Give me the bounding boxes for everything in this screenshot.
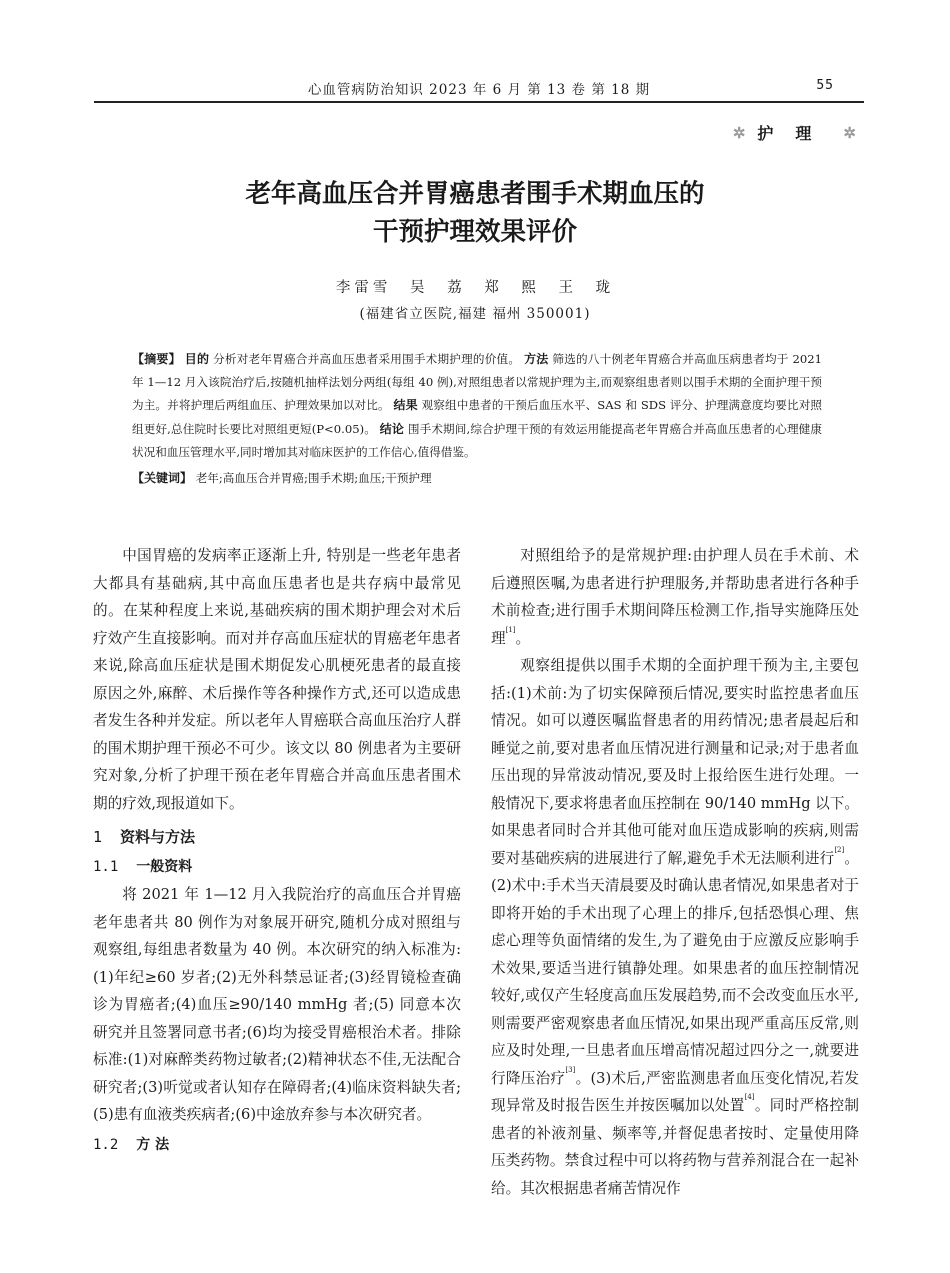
observation-text-c: 。(3)术后,严密监测患者血压变化情况,若发现异常及时报告医生并按医嘱加以处置 bbox=[491, 1069, 859, 1114]
observation-group-paragraph bbox=[491, 652, 859, 1202]
control-group-paragraph bbox=[491, 542, 859, 652]
abstract-body bbox=[132, 348, 822, 464]
affiliation: (福建省立医院,福建 福州 350001) bbox=[359, 306, 591, 322]
section-label: 护理 bbox=[757, 124, 834, 143]
journal-info: 心血管病防治知识 2023 年 6 月 第 13 卷 第 18 期 bbox=[307, 82, 651, 98]
result-text: 观察组中患者的干预后血压水平、SAS 和 SDS 评分、护理满意度均要比对照组更好,总住院时长要比对照组更短(P<0.05)。 bbox=[132, 398, 822, 436]
title-line-2: 干预护理效果评价 bbox=[372, 217, 577, 247]
section-1-1-paragraph: 将 2021 年 1—12 月入我院治疗的高血压合并胃癌老年患者共 80 例作为对象展开研究,随机分成对照组与观察组,每组患者数量为 40 例。本次研究的纳入标准为:(1)年纪≥60 岁者;(2)无外科禁忌证者;(3)经胃镜检查确诊为胃癌者;(4)血压≥90/140 mmHg 者;(5) 同意本次研究并且签署同意书者;(6)均为接受胃癌根治术者。排除标准:(1)对麻醉类药物过敏者;(2)精神状态不佳,无法配合研究者;(3)听觉或者认知存在障碍者;(4)临床资料缺失者;(5)患有血液类疾病者;(6)中途放弃参与本次研究者。 bbox=[93, 886, 461, 1123]
section-tag bbox=[733, 121, 858, 144]
conclusion-text: 围手术期间,综合护理干预的有效运用能提高老年胃癌合并高血压患者的心理健康状况和血压管理水平,同时增加其对临床医护的工作信心,值得借鉴。 bbox=[132, 421, 822, 459]
control-group-text: 对照组给予的是常规护理:由护理人员在手术前、术后遵照医嘱,为患者进行护理服务,并帮助患者进行各种手术前检查;进行围手术期间降压检测工作,指导实施降压处理 bbox=[491, 547, 859, 647]
objective-text: 分析对老年胃癌合并高血压患者采用围手术期护理的价值。 bbox=[213, 352, 521, 366]
citation-4: [4] bbox=[744, 1093, 755, 1101]
author-list: 李雷雪 吴 荔 郑 熙 王 珑 bbox=[335, 280, 615, 296]
section-1-1-heading bbox=[93, 855, 461, 879]
left-flower-icon: ✲ bbox=[732, 123, 748, 142]
section-1-2-heading bbox=[93, 1133, 461, 1157]
intro-paragraph: 中国胃癌的发病率正逐渐上升, 特别是一些老年患者大都具有基础病,其中高血压患者也是共存病中最常见的。在某种程度上来说,基础疾病的围术期护理会对术后疗效产生直接影响。而对并存高血压症状的胃癌老年患者来说,除高血压症状是围术期促发心肌梗死患者的最直接原因之外,麻醉、术后操作等各种操作方式,还可以造成患者发生各种并发症。所以老年人胃癌联合高血压治疗人群的围术期护理干预必不可少。该文以 80 例患者为主要研究对象,分析了护理干预在老年胃癌合并高血压患者围术期的疗效,现报道如下。 bbox=[93, 547, 461, 812]
section-1-2-number: 1.2 bbox=[93, 1136, 119, 1153]
section-1-title: 资料与方法 bbox=[120, 828, 196, 846]
keywords-text: 老年;高血压合并胃癌;围手术期;血压;干预护理 bbox=[195, 471, 432, 486]
observation-text-a: 观察组提供以围手术期的全面护理干预为主,主要包括:(1)术前:为了切实保障预后情况,要实时监控患者血压情况。如可以遵医嘱监督患者的用药情况;患者晨起后和睡觉之前,要对患者血压情况进行测量和记录;对于患者血压出现的异常波动情况,要及时上报给医生进行处理。一般情况下,要求将患者血压控制在 90/140 mmHg 以下。如果患者同时合并其他可能对血压造成影响的疾病,则需要对基础疾病的进展进行了解,避免手术无法顺利进行 bbox=[491, 657, 859, 867]
keywords bbox=[132, 467, 822, 490]
header-rule bbox=[94, 101, 864, 103]
section-1-1-title: 一般资料 bbox=[136, 859, 193, 875]
keywords-label: 【关键词】 bbox=[132, 471, 193, 486]
title-line-1: 老年高血压合并胃癌患者围手术期血压的 bbox=[245, 179, 705, 209]
right-column bbox=[491, 542, 859, 1202]
right-flower-icon: ✲ bbox=[843, 123, 858, 142]
method-text: 筛选的八十例老年胃癌合并高血压病患者均于 2021 年 1—12 月入该院治疗后,按随机抽样法划分两组(每组 40 例),对照组患者以常规护理为主,而观察组患者则以围手术期的全面护理干预为主。并将护理后两组血压、护理效果加以对比。 bbox=[132, 352, 822, 413]
observation-text-d: 。同时严格控制患者的补液剂量、频率等,并督促患者按时、定量使用降压类药物。禁食过程中可以将药物与营养剂混合在一起补给。其次根据患者痛苦情况作 bbox=[491, 1097, 859, 1197]
conclusion-label: 结论 bbox=[379, 421, 405, 436]
left-column bbox=[93, 542, 461, 1159]
citation-1: [1] bbox=[505, 625, 516, 634]
section-1-number: 1 bbox=[93, 828, 103, 846]
abstract bbox=[132, 348, 822, 490]
citation-3: [3] bbox=[565, 1065, 576, 1074]
result-label: 结果 bbox=[393, 398, 418, 413]
objective-label: 目的 bbox=[184, 352, 210, 366]
method-label: 方法 bbox=[524, 352, 549, 366]
abstract-label: 【摘要】 bbox=[132, 352, 181, 366]
section-1-2-title: 方 法 bbox=[136, 1136, 170, 1153]
citation-2: [2] bbox=[834, 845, 845, 854]
observation-text-b: 。(2)术中:手术当天清晨要及时确认患者情况,如果患者对于即将开始的手术出现了心理上的排斥,包括恐惧心理、焦虑心理等负面情绪的发生,为了避免由于应激反应影响手术效果,要适当进行镇静处理。如果患者的血压控制情况较好,或仅产生轻度高血压发展趋势,而不会改变血压水平,则需要严密观察患者血压情况,如果出现严重高压反常,则应及时处理,一旦患者血压增高情况超过四分之一,就要进行降压治疗 bbox=[491, 849, 859, 1087]
section-1-heading bbox=[93, 825, 461, 849]
page-number: 55 bbox=[816, 78, 834, 93]
article-title bbox=[0, 175, 950, 251]
running-header bbox=[94, 78, 864, 100]
control-group-end: 。 bbox=[515, 629, 531, 647]
section-1-1-number: 1.1 bbox=[93, 859, 119, 875]
